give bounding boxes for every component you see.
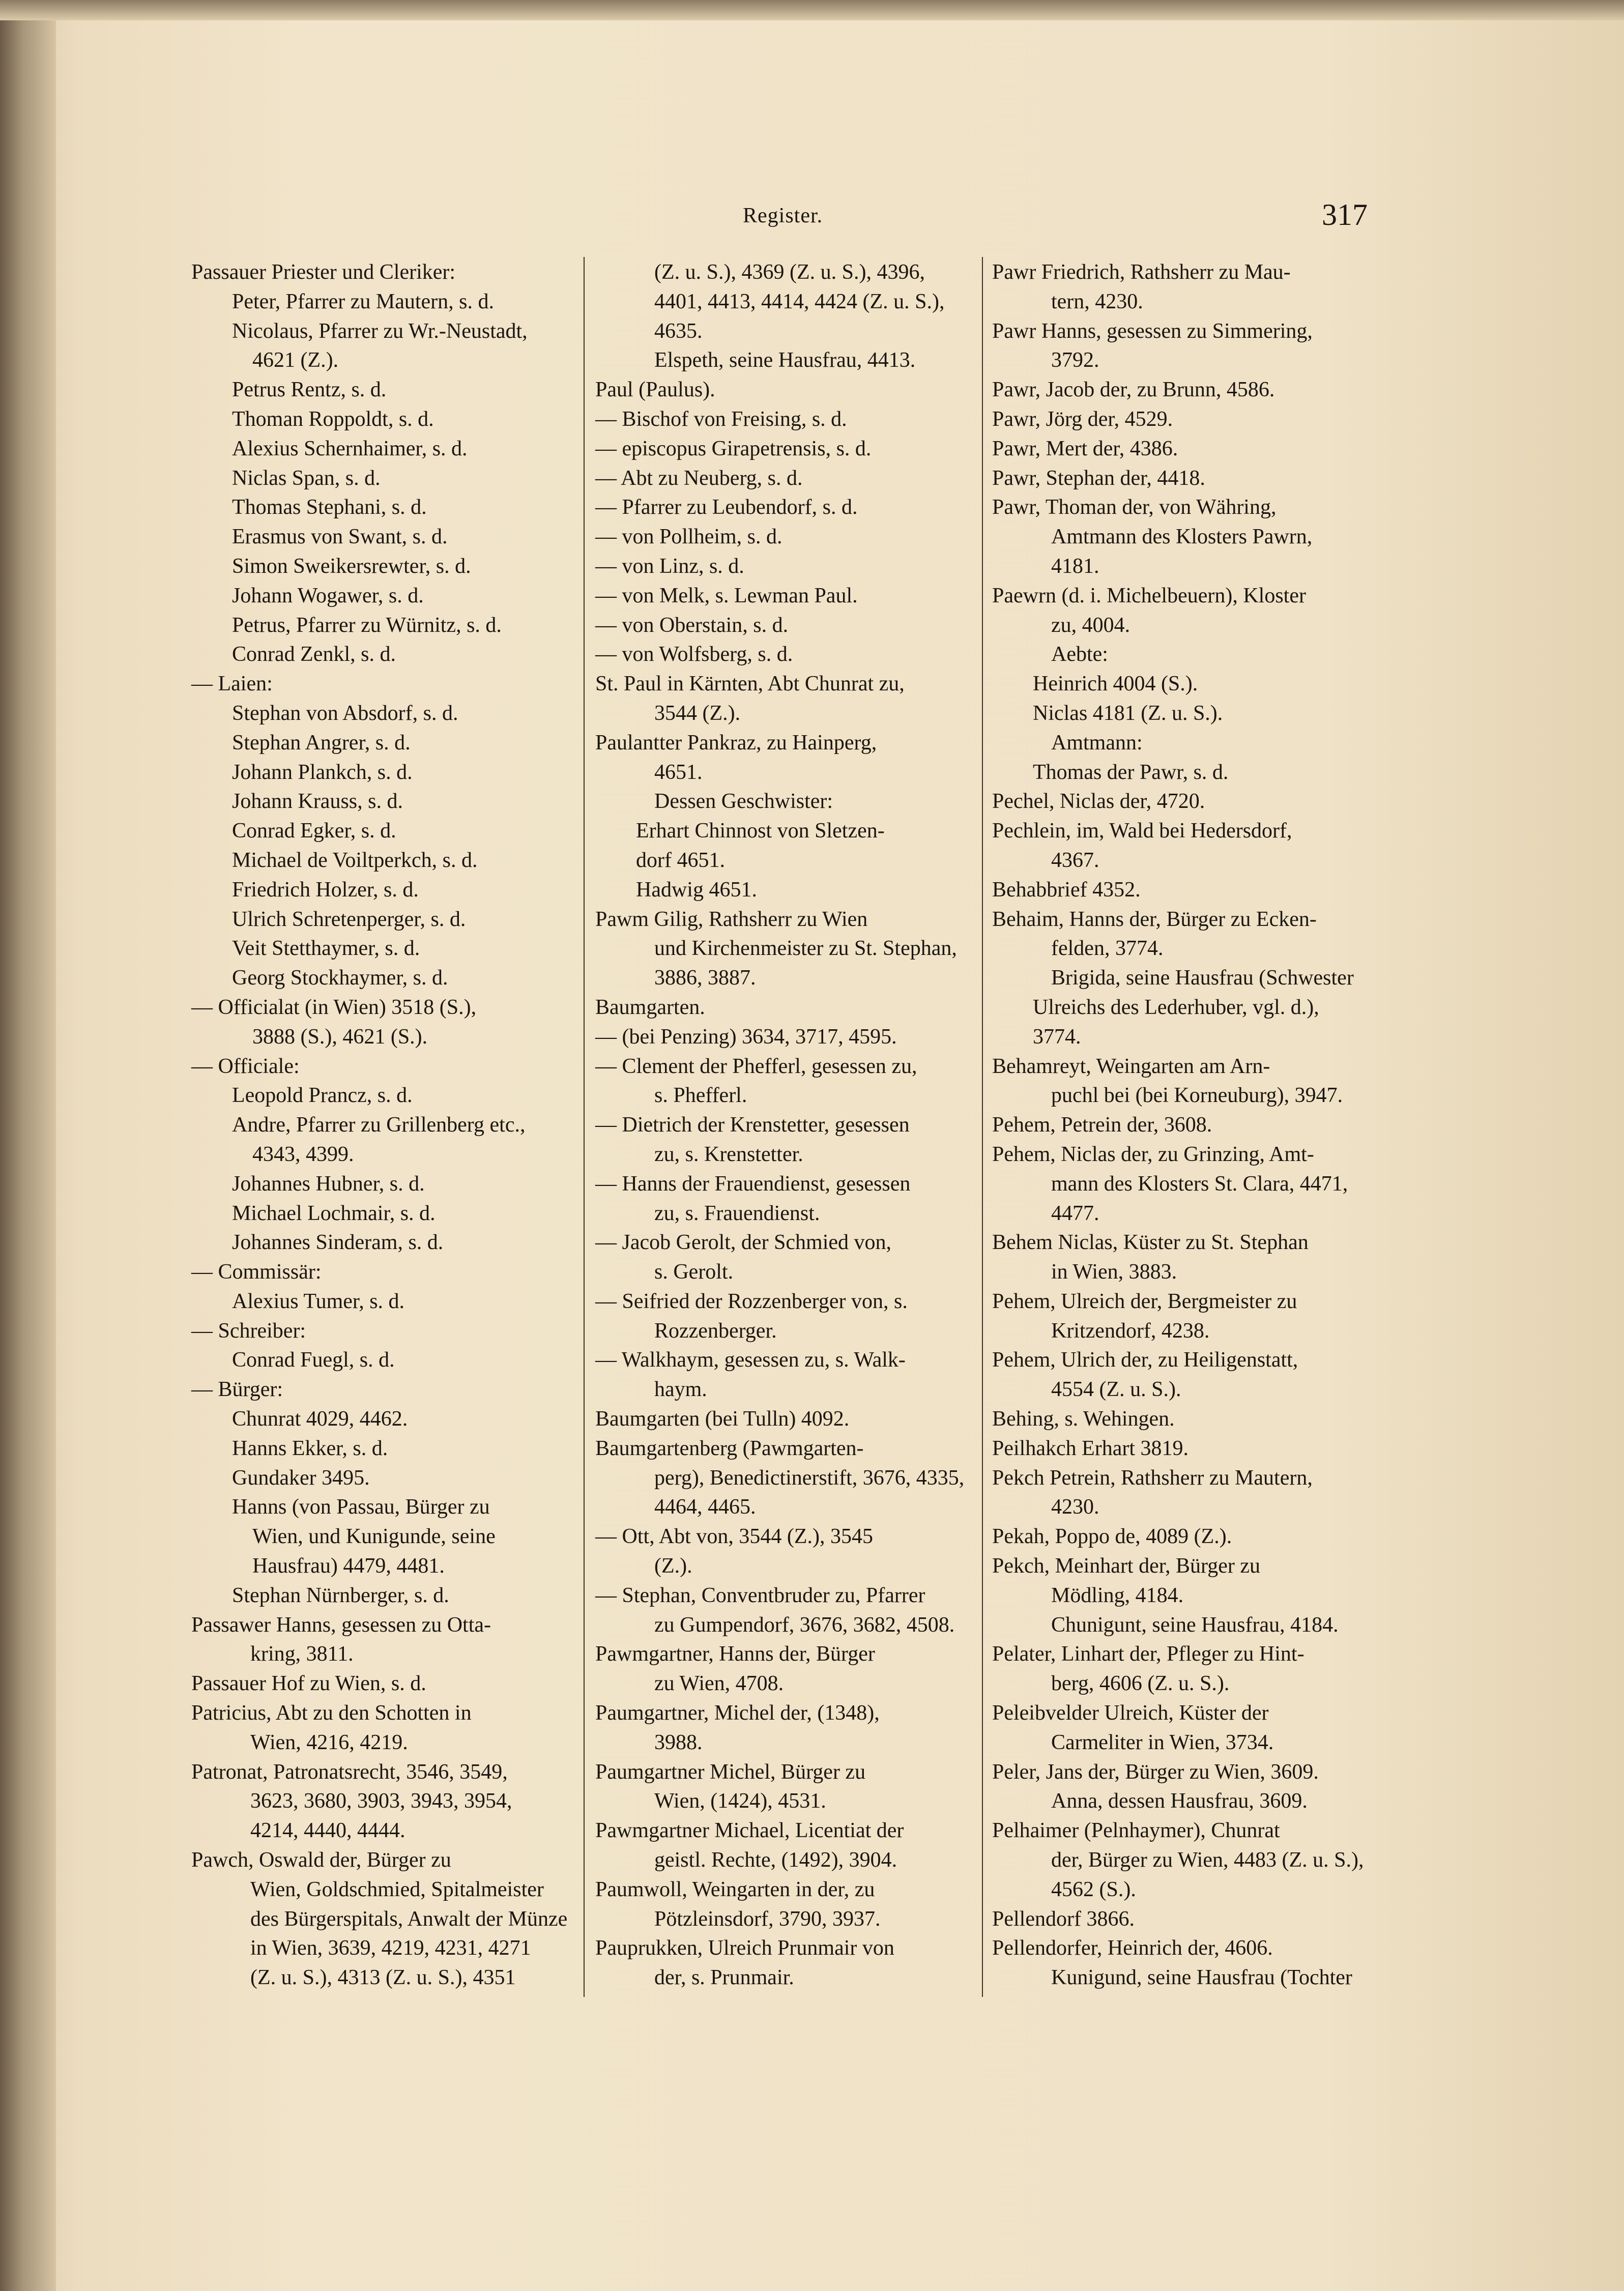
index-line: Simon Sweikersrewter, s. d.	[232, 554, 471, 578]
index-line: Peter, Pfarrer zu Mautern, s. d.	[232, 289, 494, 313]
index-line: — Officiale:	[191, 1054, 300, 1078]
index-line: felden, 3774.	[1051, 937, 1164, 961]
index-line: geistl. Rechte, (1492), 3904.	[654, 1848, 897, 1872]
index-column-2	[595, 258, 969, 1993]
index-line: — Laien:	[191, 672, 273, 696]
index-line: Paumwoll, Weingarten in der, zu	[595, 1877, 875, 1901]
index-line: Pawr, Stephan der, 4418.	[992, 466, 1205, 490]
index-line: Alexius Schernhaimer, s. d.	[232, 437, 468, 460]
index-line: — Seifried der Rozzenberger von, s.	[595, 1289, 908, 1313]
index-line: Stephan Angrer, s. d.	[232, 731, 411, 755]
index-line: Stephan Nürnberger, s. d.	[232, 1583, 449, 1607]
index-line: Peilhakch Erhart 3819.	[992, 1436, 1189, 1460]
index-line: — Hanns der Frauendienst, gesessen	[595, 1172, 911, 1196]
index-line: Andre, Pfarrer zu Grillenberg etc.,	[232, 1113, 526, 1137]
index-line: 4230.	[1051, 1495, 1099, 1519]
index-line: — Bürger:	[191, 1378, 283, 1402]
index-column-3	[992, 258, 1369, 1993]
index-line: — von Pollheim, s. d.	[595, 525, 782, 549]
index-line: und Kirchenmeister zu St. Stephan,	[654, 937, 957, 961]
index-line: Niclas Span, s. d.	[232, 466, 381, 490]
index-line: Pechlein, im, Wald bei Hedersdorf,	[992, 819, 1292, 843]
index-line: Petrus Rentz, s. d.	[232, 378, 387, 402]
running-header-title: Register.	[743, 204, 823, 227]
index-line: Pekch, Meinhart der, Bürger zu	[992, 1554, 1261, 1578]
index-line: Behem Niclas, Küster zu St. Stephan	[992, 1231, 1309, 1255]
index-line: Wien, Goldschmied, Spitalmeister	[250, 1877, 544, 1901]
index-line: 4651.	[654, 760, 703, 784]
index-line: Friedrich Holzer, s. d.	[232, 878, 419, 902]
index-line: Behing, s. Wehingen.	[992, 1407, 1175, 1431]
book-spine-shadow	[0, 0, 56, 2291]
index-line: Patricius, Abt zu den Schotten in	[191, 1701, 472, 1725]
index-line: Conrad Egker, s. d.	[232, 819, 396, 843]
index-line: Anna, dessen Hausfrau, 3609.	[1051, 1789, 1308, 1813]
index-line: (Z. u. S.), 4313 (Z. u. S.), 4351	[250, 1966, 516, 1990]
index-line: Behaim, Hanns der, Bürger zu Ecken-	[992, 907, 1317, 931]
index-line: — Walkhaym, gesessen zu, s. Walk-	[595, 1348, 906, 1372]
index-line: 3988.	[654, 1730, 703, 1754]
index-line: Behamreyt, Weingarten am Arn-	[992, 1054, 1270, 1078]
index-line: Pelater, Linhart der, Pfleger zu Hint-	[992, 1642, 1304, 1666]
index-line: Pawmgartner Michael, Licentiat der	[595, 1819, 904, 1843]
index-line: (Z.).	[654, 1554, 692, 1578]
index-line: Gundaker 3495.	[232, 1466, 370, 1490]
index-line: — von Wolfsberg, s. d.	[595, 643, 793, 666]
index-line: 3774.	[1033, 1025, 1081, 1049]
index-line: Baumgarten.	[595, 995, 705, 1019]
index-line: Patronat, Patronatsrecht, 3546, 3549,	[191, 1760, 508, 1784]
index-line: Ulrich Schretenperger, s. d.	[232, 907, 466, 931]
index-line: Pawch, Oswald der, Bürger zu	[191, 1848, 451, 1872]
index-line: — Officialat (in Wien) 3518 (S.),	[191, 995, 477, 1019]
index-line: Paewrn (d. i. Michelbeuern), Kloster	[992, 584, 1306, 607]
index-line: s. Phefferl.	[654, 1084, 747, 1108]
index-line: Baumgartenberg (Pawmgarten-	[595, 1436, 864, 1460]
index-line: Pawr, Mert der, 4386.	[992, 437, 1178, 460]
index-line: 4554 (Z. u. S.).	[1051, 1378, 1181, 1402]
index-line: Pawm Gilig, Rathsherr zu Wien	[595, 907, 868, 931]
index-line: — von Melk, s. Lewman Paul.	[595, 584, 858, 607]
index-line: der, Bürger zu Wien, 4483 (Z. u. S.),	[1051, 1848, 1364, 1872]
index-line: zu, s. Krenstetter.	[654, 1142, 803, 1166]
index-line: Stephan von Absdorf, s. d.	[232, 701, 458, 725]
index-line: Dessen Geschwister:	[654, 790, 833, 814]
index-line: 4464, 4465.	[654, 1495, 756, 1519]
index-line: Peleibvelder Ulreich, Küster der	[992, 1701, 1269, 1725]
index-line: — Ott, Abt von, 3544 (Z.), 3545	[595, 1525, 873, 1549]
page-top-edge	[0, 0, 1624, 20]
index-line: St. Paul in Kärnten, Abt Chunrat zu,	[595, 672, 905, 696]
index-line: berg, 4606 (Z. u. S.).	[1051, 1672, 1230, 1696]
page-number: 317	[1322, 198, 1368, 231]
index-line: Michael de Voiltperkch, s. d.	[232, 848, 478, 872]
index-line: Hanns (von Passau, Bürger zu	[232, 1495, 490, 1519]
index-line: Pawr Friedrich, Rathsherr zu Mau-	[992, 260, 1291, 284]
index-line: Paumgartner, Michel der, (1348),	[595, 1701, 880, 1725]
index-line: Wien, (1424), 4531.	[654, 1789, 826, 1813]
index-line: — Dietrich der Krenstetter, gesessen	[595, 1113, 910, 1137]
index-line: Erasmus von Swant, s. d.	[232, 525, 448, 549]
index-line: — Stephan, Conventbruder zu, Pfarrer	[595, 1583, 925, 1607]
index-line: — von Oberstain, s. d.	[595, 613, 789, 637]
index-line: 4635.	[654, 319, 703, 343]
index-line: Wien, 4216, 4219.	[250, 1730, 408, 1754]
index-line: Pawr, Jacob der, zu Brunn, 4586.	[992, 378, 1275, 402]
index-line: Johann Wogawer, s. d.	[232, 584, 424, 607]
index-line: — Clement der Phefferl, gesessen zu,	[595, 1054, 917, 1078]
index-line: Carmeliter in Wien, 3734.	[1051, 1730, 1274, 1754]
index-line: zu Wien, 4708.	[654, 1672, 784, 1696]
index-line: Peler, Jans der, Bürger zu Wien, 3609.	[992, 1760, 1319, 1784]
index-line: Amtmann:	[1051, 731, 1143, 755]
index-line: Pellendorf 3866.	[992, 1907, 1135, 1931]
index-line: Pehem, Niclas der, zu Grinzing, Amt-	[992, 1142, 1314, 1166]
index-line: Amtmann des Klosters Pawrn,	[1051, 525, 1313, 549]
index-line: Chunigunt, seine Hausfrau, 4184.	[1051, 1613, 1339, 1637]
index-line: Pawmgartner, Hanns der, Bürger	[595, 1642, 875, 1666]
index-line: — (bei Penzing) 3634, 3717, 4595.	[595, 1025, 897, 1049]
index-line: Pekah, Poppo de, 4089 (Z.).	[992, 1525, 1232, 1549]
index-line: Thomas der Pawr, s. d.	[1033, 760, 1229, 784]
index-line: 4562 (S.).	[1051, 1877, 1136, 1901]
index-line: — Jacob Gerolt, der Schmied von,	[595, 1231, 892, 1255]
index-line: zu Gumpendorf, 3676, 3682, 4508.	[654, 1613, 955, 1637]
index-line: tern, 4230.	[1051, 289, 1143, 313]
index-line: Nicolaus, Pfarrer zu Wr.-Neustadt,	[232, 319, 528, 343]
index-line: zu, 4004.	[1051, 613, 1130, 637]
index-line: 4367.	[1051, 848, 1099, 872]
index-line: dorf 4651.	[636, 848, 725, 872]
index-line: Thomas Stephani, s. d.	[232, 496, 427, 519]
index-line: Pelhaimer (Pelnhaymer), Chunrat	[992, 1819, 1280, 1843]
index-line: Johann Plankch, s. d.	[232, 760, 413, 784]
index-line: 4401, 4413, 4414, 4424 (Z. u. S.),	[654, 289, 945, 313]
index-line: — von Linz, s. d.	[595, 554, 744, 578]
index-line: Paumgartner Michel, Bürger zu	[595, 1760, 866, 1784]
index-line: 4181.	[1051, 554, 1099, 578]
index-line: — Abt zu Neuberg, s. d.	[595, 466, 803, 490]
index-line: Georg Stockhaymer, s. d.	[232, 966, 448, 990]
index-line: Mödling, 4184.	[1051, 1583, 1184, 1607]
index-line: Veit Stetthaymer, s. d.	[232, 937, 420, 961]
index-line: Alexius Tumer, s. d.	[232, 1289, 405, 1313]
index-line: Passawer Hanns, gesessen zu Otta-	[191, 1613, 491, 1637]
index-line: Pötzleinsdorf, 3790, 3937.	[654, 1907, 881, 1931]
index-line: puchl bei (bei Korneuburg), 3947.	[1051, 1084, 1343, 1108]
index-line: Hausfrau) 4479, 4481.	[252, 1554, 445, 1578]
index-line: 4214, 4440, 4444.	[250, 1819, 405, 1843]
index-line: Pauprukken, Ulreich Prunmair von	[595, 1936, 894, 1960]
index-line: Pekch Petrein, Rathsherr zu Mautern,	[992, 1466, 1313, 1490]
index-line: Conrad Zenkl, s. d.	[232, 643, 396, 666]
index-line: Johannes Sinderam, s. d.	[232, 1231, 444, 1255]
index-line: kring, 3811.	[250, 1642, 354, 1666]
index-line: Pehem, Ulrich der, zu Heiligenstatt,	[992, 1348, 1298, 1372]
index-line: Hadwig 4651.	[636, 878, 757, 902]
index-line: Pawr Hanns, gesessen zu Simmering,	[992, 319, 1313, 343]
index-line: 4343, 4399.	[252, 1142, 354, 1166]
index-line: Pawr, Thoman der, von Währing,	[992, 496, 1277, 519]
index-line: s. Gerolt.	[654, 1260, 734, 1284]
index-line: 3623, 3680, 3903, 3943, 3954,	[250, 1789, 512, 1813]
column-divider-1	[584, 257, 585, 1997]
index-line: des Bürgerspitals, Anwalt der Münze	[250, 1907, 568, 1931]
index-line: Pechel, Niclas der, 4720.	[992, 790, 1205, 814]
index-line: — Schreiber:	[191, 1319, 306, 1343]
index-line: Aebte:	[1051, 643, 1108, 666]
index-line: Hanns Ekker, s. d.	[232, 1436, 388, 1460]
index-line: 3886, 3887.	[654, 966, 756, 990]
index-line: Elspeth, seine Hausfrau, 4413.	[654, 349, 916, 372]
index-line: 3792.	[1051, 349, 1099, 372]
index-line: — Pfarrer zu Leubendorf, s. d.	[595, 496, 858, 519]
index-line: Chunrat 4029, 4462.	[232, 1407, 408, 1431]
index-line: Michael Lochmair, s. d.	[232, 1201, 436, 1225]
index-line: Baumgarten (bei Tulln) 4092.	[595, 1407, 850, 1431]
index-line: — Bischof von Freising, s. d.	[595, 407, 847, 431]
index-line: Johann Krauss, s. d.	[232, 790, 403, 814]
index-line: Thoman Roppoldt, s. d.	[232, 407, 434, 431]
column-divider-2	[982, 257, 983, 1997]
index-line: 3888 (S.), 4621 (S.).	[252, 1025, 428, 1049]
index-line: Rozzenberger.	[654, 1319, 777, 1343]
index-line: — episcopus Girapetrensis, s. d.	[595, 437, 872, 460]
index-line: 4621 (Z.).	[252, 349, 339, 372]
index-line: Paul (Paulus).	[595, 378, 715, 402]
index-line: Pellendorfer, Heinrich der, 4606.	[992, 1936, 1273, 1960]
index-line: Wien, und Kunigunde, seine	[252, 1525, 496, 1549]
index-line: zu, s. Frauendienst.	[654, 1201, 820, 1225]
index-line: Paulantter Pankraz, zu Hainperg,	[595, 731, 877, 755]
index-column-1	[191, 258, 578, 1993]
index-line: Ulreichs des Lederhuber, vgl. d.),	[1033, 995, 1319, 1019]
index-line: Kritzendorf, 4238.	[1051, 1319, 1210, 1343]
index-line: Pawr, Jörg der, 4529.	[992, 407, 1173, 431]
index-line: in Wien, 3639, 4219, 4231, 4271	[250, 1936, 531, 1960]
index-line: Heinrich 4004 (S.).	[1033, 672, 1198, 696]
index-line: haym.	[654, 1378, 707, 1402]
index-line: Behabbrief 4352.	[992, 878, 1141, 902]
index-line: (Z. u. S.), 4369 (Z. u. S.), 4396,	[654, 260, 925, 284]
index-line: Kunigund, seine Hausfrau (Tochter	[1051, 1966, 1352, 1990]
index-line: — Commissär:	[191, 1260, 322, 1284]
index-line: Pehem, Petrein der, 3608.	[992, 1113, 1212, 1137]
index-line: Brigida, seine Hausfrau (Schwester	[1051, 966, 1354, 990]
index-line: in Wien, 3883.	[1051, 1260, 1177, 1284]
index-line: Petrus, Pfarrer zu Würnitz, s. d.	[232, 613, 502, 637]
index-line: Johannes Hubner, s. d.	[232, 1172, 425, 1196]
index-line: Leopold Prancz, s. d.	[232, 1084, 413, 1108]
index-line: der, s. Prunmair.	[654, 1966, 794, 1990]
index-line: mann des Klosters St. Clara, 4471,	[1051, 1172, 1348, 1196]
index-line: Pehem, Ulreich der, Bergmeister zu	[992, 1289, 1297, 1313]
index-line: Passauer Priester und Cleriker:	[191, 260, 456, 284]
index-line: 3544 (Z.).	[654, 701, 741, 725]
index-line: perg), Benedictinerstift, 3676, 4335,	[654, 1466, 965, 1490]
index-line: Niclas 4181 (Z. u. S.).	[1033, 701, 1223, 725]
index-line: Erhart Chinnost von Sletzen-	[636, 819, 885, 843]
index-line: Passauer Hof zu Wien, s. d.	[191, 1672, 426, 1696]
index-line: 4477.	[1051, 1201, 1099, 1225]
index-line: Conrad Fuegl, s. d.	[232, 1348, 395, 1372]
